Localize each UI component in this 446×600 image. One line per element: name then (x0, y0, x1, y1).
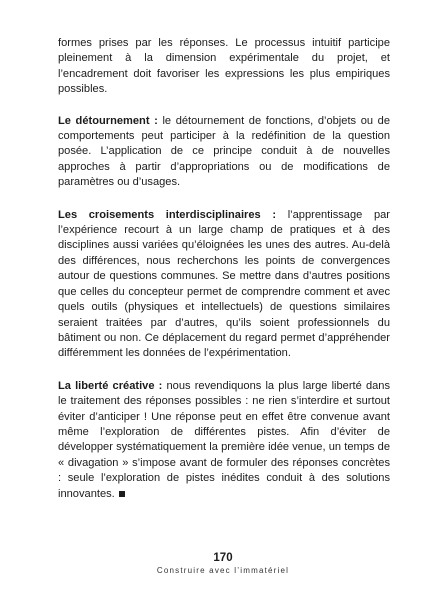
running-footer-title: Construire avec l’immatériel (156, 566, 290, 575)
paragraph-heading: Les croisements interdisciplinaires : (58, 208, 277, 221)
paragraph-croisements (58, 208, 390, 362)
paragraph-heading: La liberté créative : (58, 379, 163, 392)
page-body (58, 36, 390, 519)
paragraph-heading: Le détournement : (58, 114, 158, 127)
paragraph-detournement (58, 114, 390, 191)
paragraph-text: formes prises par les réponses. Le processus intuitif participe pleinement à la dimension expérimentale du projet, et l’encadrement doit favoriser les expressions les plus empiriques possibles. (58, 37, 390, 96)
paragraph-text: nous revendiquons la plus large liberté dans le traitement des réponses possibles : ne rien s’interdire et surtout éviter d’anticiper ! Une réponse peut en effet être convenue avant même l’exploration de différentes pistes. Afin d’éviter de développer systématiquement la première idée venue, un temps de « divagation » s’impose avant de formuler des réponses concrètes : seule l’exploration de pistes inédites conduit à des solutions innovantes. (58, 379, 391, 500)
paragraph-text: l’apprentissage par l’expérience recourt à un large champ de pratiques et à des disciplines aussi variées qu’éloignées les unes des autres. Au-delà des différences, nous recherchons les points de convergences autour de questions communes. Se mettre dans d’autres positions que celles du concepteur permet de comprendre comment et avec quels outils (physiques et intellectuels) de questions similaires seraient traitées par d’autres, qu’ils soient professionnels du bâtiment ou non. Ce déplacement du regard permet d’appréhender différemment les données de l’expérimentation. (58, 208, 390, 360)
page-number: 170 (213, 552, 233, 564)
paragraph-text: le détournement de fonctions, d’objets ou de comportements peut participer à la redéfinition de la question posée. L’application de ce principe conduit à de nouvelles approches à partir d’appropriations ou de modifications de paramètres ou d’usages. (58, 114, 390, 189)
paragraph-liberte (58, 379, 390, 502)
paragraph-intro (58, 36, 390, 98)
end-of-section-square-icon (119, 491, 125, 497)
